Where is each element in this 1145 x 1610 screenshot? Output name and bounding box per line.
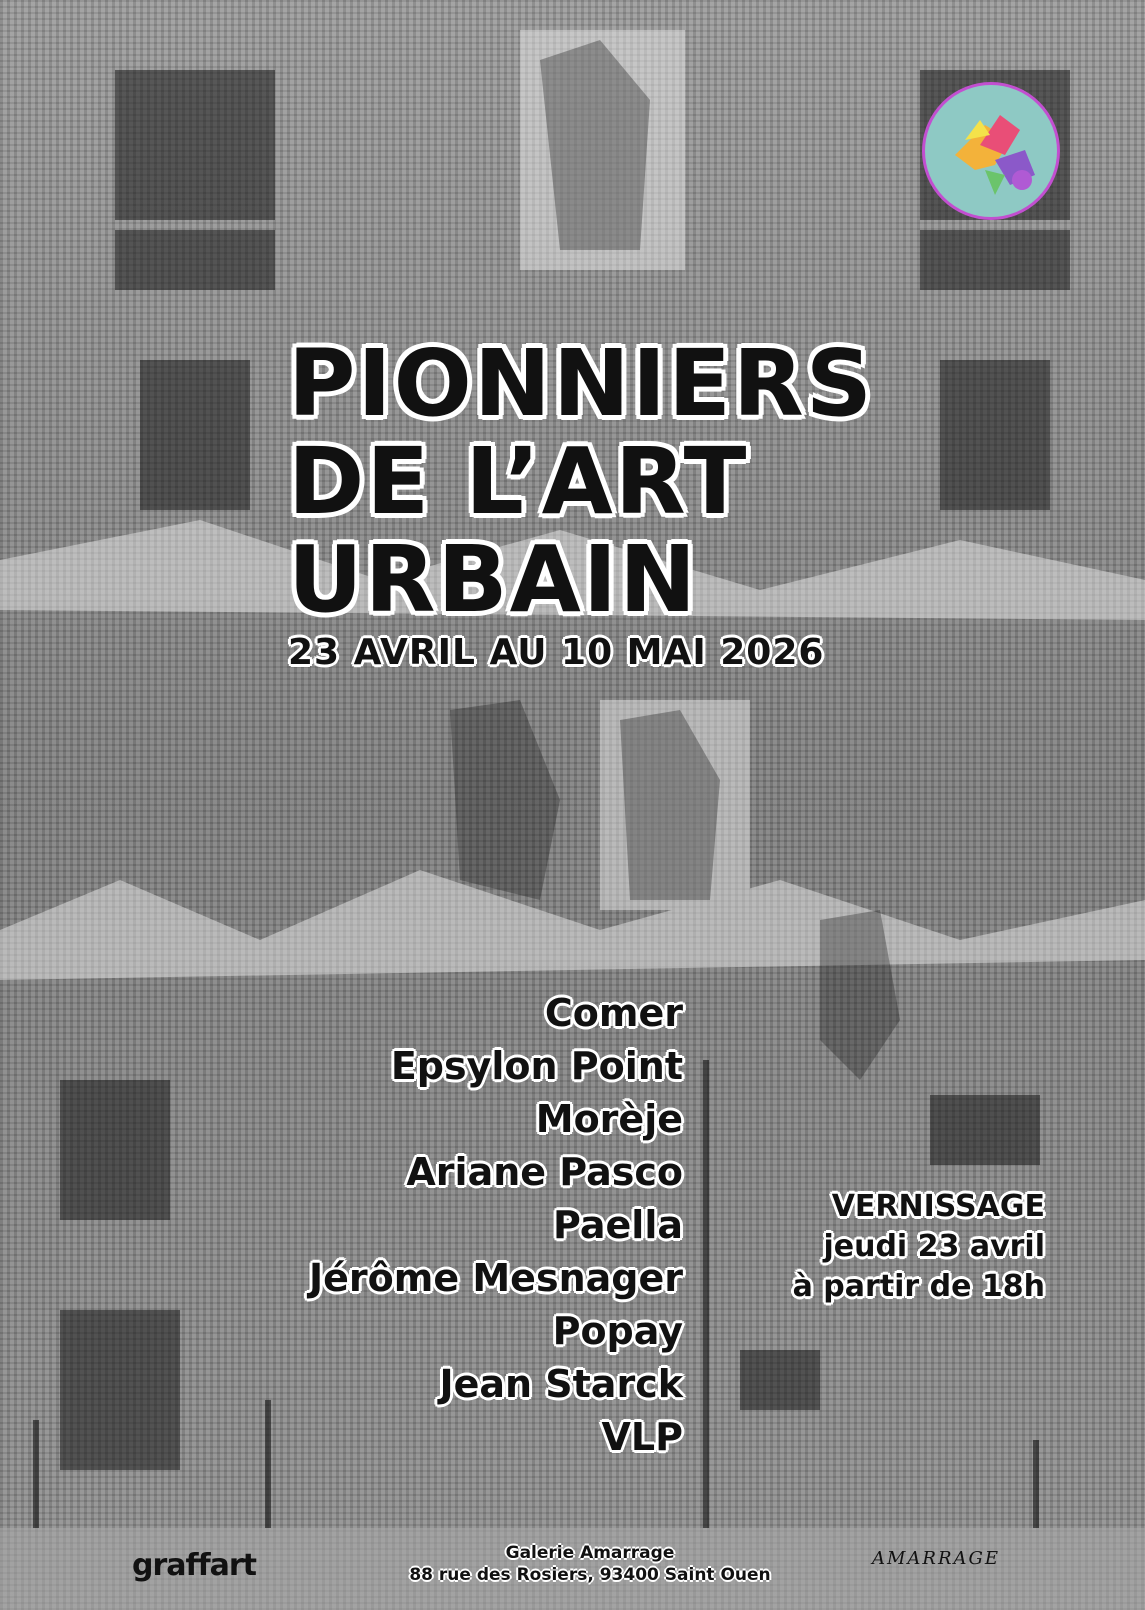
gallery-name: Galerie Amarrage — [505, 1543, 675, 1563]
vernissage-heading: VERNISSAGE — [831, 1189, 1045, 1224]
artist-name: Jérôme Mesnager — [309, 1256, 683, 1300]
title-line-3: URBAIN — [288, 526, 699, 633]
artist-name: Popay — [552, 1309, 683, 1353]
gallery-street: 88 rue des Rosiers, 93400 Saint Ouen — [409, 1565, 771, 1585]
artist-name: Ariane Pasco — [406, 1150, 683, 1194]
artist-name: Comer — [544, 991, 683, 1035]
title-line-2: DE L’ART — [288, 428, 749, 535]
vernissage-time: à partir de 18h — [792, 1269, 1045, 1304]
vernissage-info — [793, 1187, 1045, 1307]
artist-name: Jean Starck — [439, 1362, 683, 1406]
artist-list — [309, 987, 683, 1464]
poster-title — [288, 330, 928, 633]
graffart-logo: graffart — [132, 1548, 256, 1583]
artist-name: Paella — [553, 1203, 683, 1247]
title-line-1: PIONNIERS — [288, 330, 875, 437]
exhibition-dates: 23 AVRIL AU 10 MAI 2026 — [288, 632, 825, 673]
vernissage-date: jeudi 23 avril — [823, 1229, 1045, 1264]
artist-name: Morèje — [535, 1097, 683, 1141]
artist-name: VLP — [601, 1415, 683, 1459]
dove-flower-icon — [925, 85, 1057, 217]
amarrage-logo: AMARRAGE — [872, 1548, 1001, 1569]
badge-logo — [922, 82, 1060, 220]
gallery-address — [400, 1542, 780, 1586]
artist-name: Epsylon Point — [390, 1044, 683, 1088]
badge-text — [925, 85, 1057, 86]
